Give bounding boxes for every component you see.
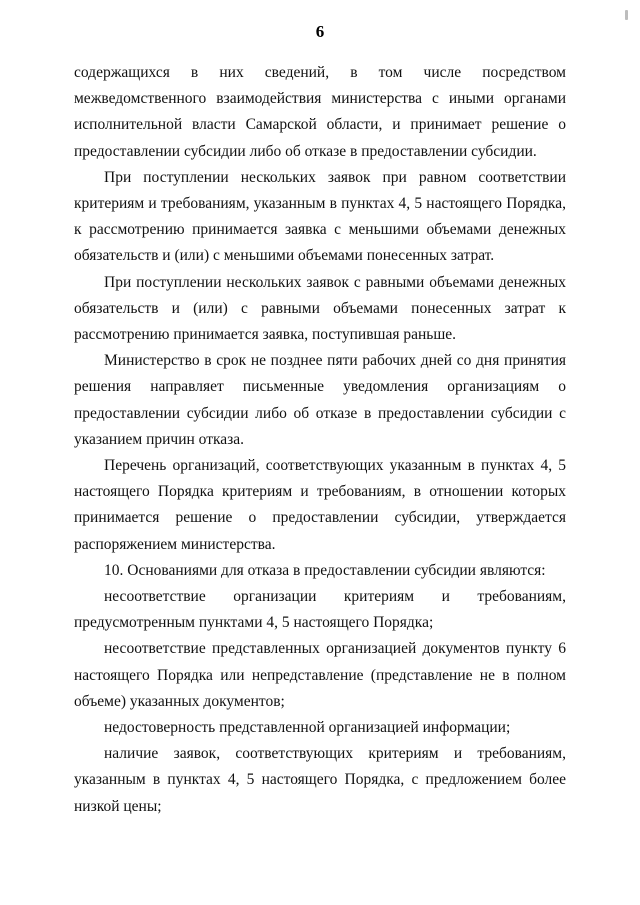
paragraph-reason-criteria: несоответствие организации критериям и требованиям, предусмотренным пунктами 4, 5 настоящего Порядка; — [74, 588, 566, 632]
paragraph-equal-volumes: При поступлении нескольких заявок с равными объемами денежных обязательств и (или) с равными объемами понесенных затрат к рассмотрению принимается заявка, поступившая раньше. — [74, 273, 566, 344]
document-body — [74, 60, 566, 820]
paragraph-item-10: 10. Основаниями для отказа в предоставлении субсидии являются: — [104, 561, 546, 579]
page-number: 6 — [315, 22, 325, 41]
paragraph-continuation: содержащихся в них сведений, в том числе посредством межведомственного взаимодействия министерства с иными органами исполнительной власти Самарской области, и принимает решение о предоставлении субсидии либо об отказе в предоставлении субсидии. — [74, 64, 566, 160]
scan-mark — [625, 10, 628, 20]
paragraph-reason-unreliable: недостоверность представленной организацией информации; — [104, 719, 511, 737]
paragraph-equal-criteria: При поступлении нескольких заявок при равном соответствии критериям и требованиям, указанным в пунктах 4, 5 настоящего Порядка, к рассмотрению принимается заявка с меньшими объемами денежных обязательств и (или) с меньшими объемами понесенных затрат. — [74, 168, 566, 265]
paragraph-reason-documents: несоответствие представленных организацией документов пункту 6 настоящего Порядка или непредставление (представление не в полном объеме) указанных документов; — [74, 640, 566, 710]
paragraph-reason-lower-price: наличие заявок, соответствующих критериям и требованиям, указанным в пунктах 4, 5 настоящего Порядка, с предложением более низкой цены; — [74, 745, 566, 815]
paragraph-list-of-organizations: Перечень организаций, соответствующих указанным в пунктах 4, 5 настоящего Порядка критериям и требованиям, в отношении которых принимается решение о предоставлении субсидии, утверждается распоряжением министерства. — [74, 457, 566, 553]
paragraph-notification: Министерство в срок не позднее пяти рабочих дней со дня принятия решения направляет письменные уведомления организациям о предоставлении субсидии либо об отказе в предоставлении субсидии с указанием причин отказа. — [74, 352, 566, 448]
